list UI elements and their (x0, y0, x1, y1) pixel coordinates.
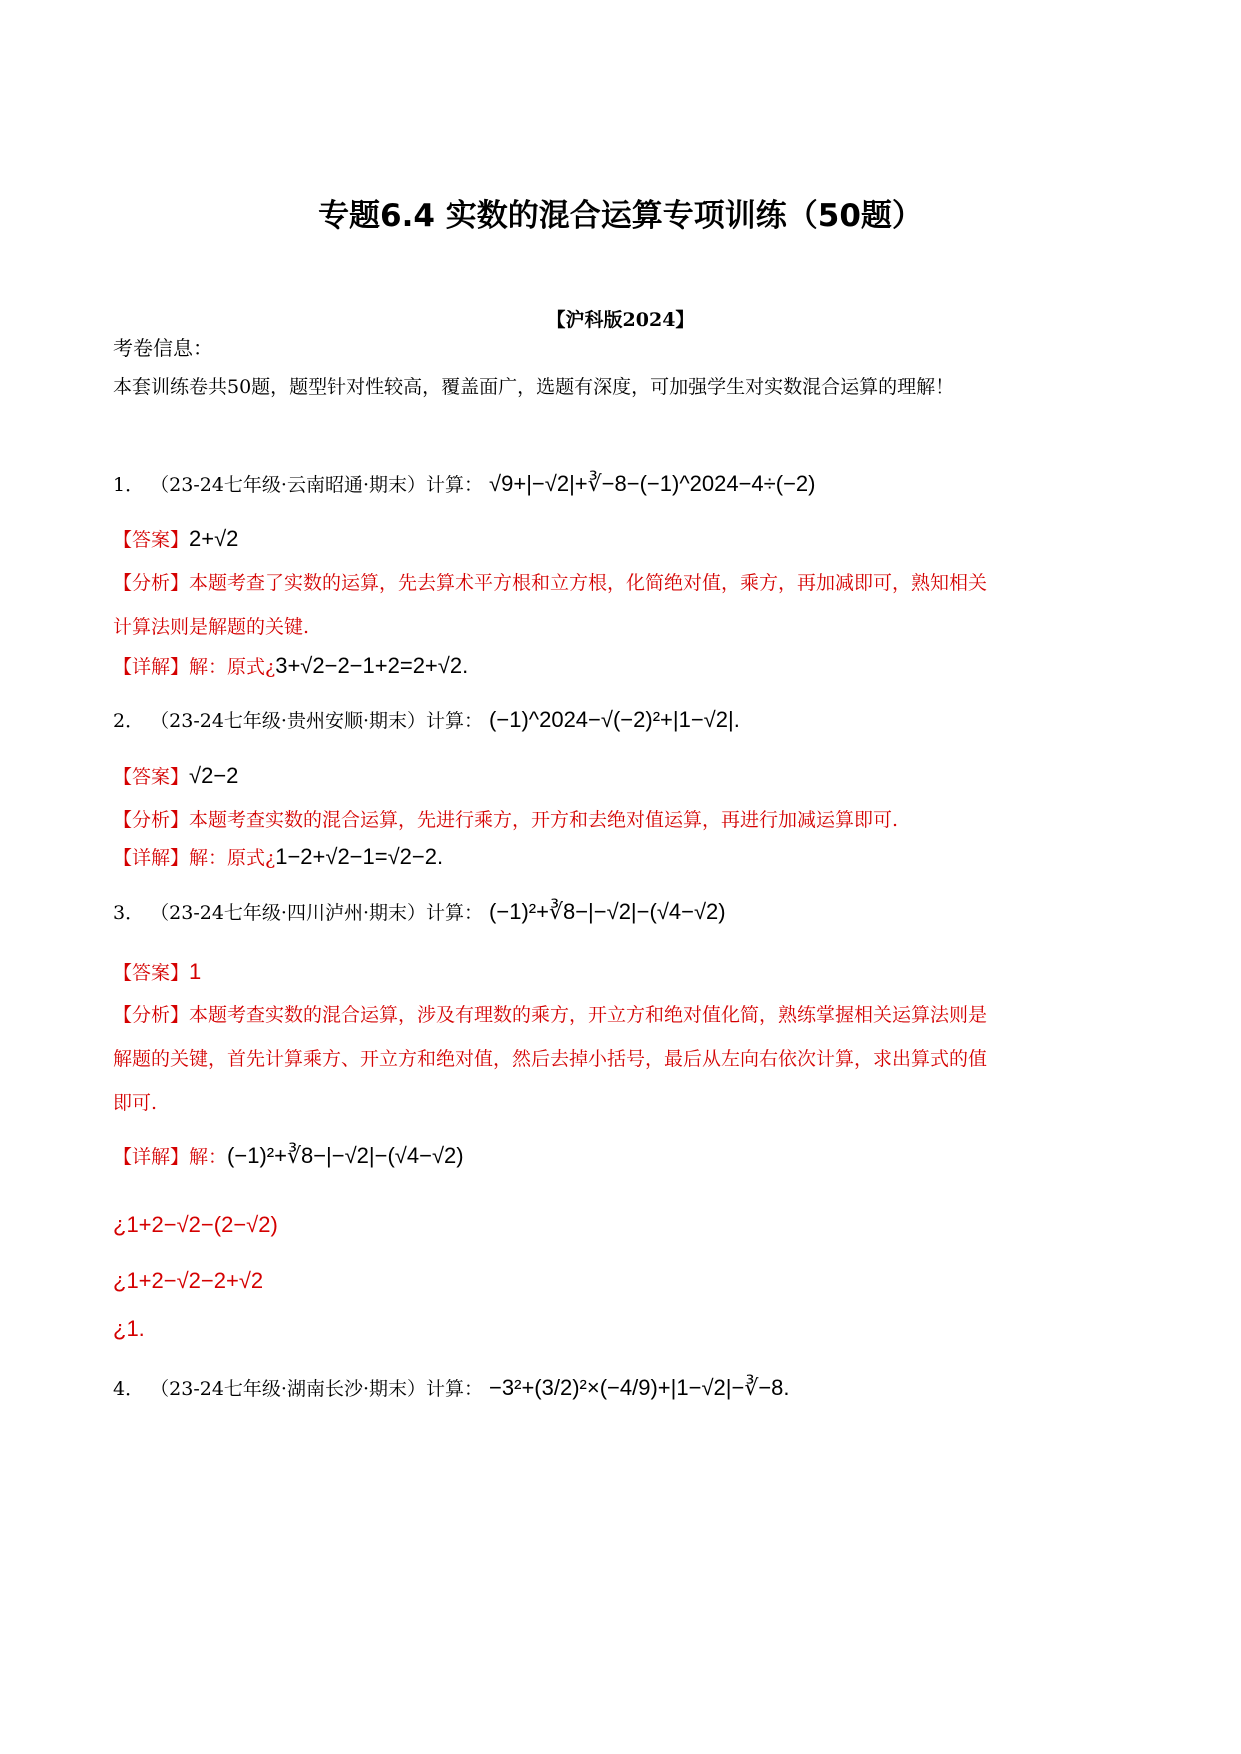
edition-label: 【沪科版2024】 (546, 309, 695, 331)
problem-expression: √9+|−√2|+∛−8−(−1)^2024−4÷(−2) (489, 471, 816, 496)
detail-expression: (−1)²+∛8−|−√2|−(√4−√2) (227, 1143, 464, 1168)
detail-prefix: 解： (189, 1146, 228, 1168)
detail-label: 【详解】 (113, 847, 190, 869)
detail-expression: 1−2+√2−1=√2−2. (275, 844, 444, 869)
detail-prefix: 解：原式¿ (189, 656, 276, 678)
problem-1 (113, 470, 815, 497)
analysis-label: 【分析】 (113, 809, 190, 831)
document-title: 专题6.4 实数的混合运算专项训练（50题） (318, 198, 923, 234)
problem-expression: (−1)^2024−√(−2)²+|1−√2|. (489, 707, 740, 732)
answer-2 (113, 762, 238, 789)
detail-label: 【详解】 (113, 1146, 190, 1168)
detail-2 (113, 843, 443, 870)
detail-expression: 3+√2−2−1+2=2+√2. (275, 653, 469, 678)
problem-number: 3． (113, 902, 145, 924)
detail-1 (113, 652, 468, 679)
analysis-3-line3: 即可. (113, 1092, 158, 1114)
answer-value: √2−2 (189, 763, 239, 788)
problem-expression: (−1)²+∛8−|−√2|−(√4−√2) (489, 899, 726, 924)
analysis-text: 本题考查实数的混合运算，先进行乘方，开方和去绝对值运算，再进行加减运算即可. (189, 809, 899, 831)
answer-label: 【答案】 (113, 962, 190, 984)
detail-3-step3: ¿1. (113, 1316, 145, 1341)
analysis-text: 本题考查实数的混合运算，涉及有理数的乘方，开立方和绝对值化简，熟练掌握相关运算法则是 (189, 1004, 988, 1026)
problem-number: 2． (113, 710, 145, 732)
info-label: 考卷信息： (113, 336, 213, 360)
problem-expression: −3²+(3/2)²×(−4/9)+|1−√2|−∛−8. (489, 1375, 790, 1400)
analysis-label: 【分析】 (113, 572, 190, 594)
info-text: 本套训练卷共50题，题型针对性较高，覆盖面广，选题有深度，可加强学生对实数混合运算的理解！ (113, 376, 955, 398)
analysis-3-line2: 解题的关键，首先计算乘方、开立方和绝对值，然后去掉小括号，最后从左向右依次计算，求出算式的值 (113, 1048, 988, 1070)
answer-3 (113, 958, 201, 985)
analysis-1-line2: 计算法则是解题的关键. (113, 616, 310, 638)
detail-3 (113, 1142, 464, 1169)
problem-source: （23-24七年级·湖南长沙·期末）计算： (150, 1378, 483, 1400)
problem-number: 1． (113, 474, 145, 496)
answer-1 (113, 525, 238, 552)
detail-3-step2: ¿1+2−√2−2+√2 (113, 1268, 264, 1293)
problem-source: （23-24七年级·贵州安顺·期末）计算： (150, 710, 483, 732)
analysis-label: 【分析】 (113, 1004, 190, 1026)
problem-4 (113, 1374, 790, 1401)
detail-prefix: 解：原式¿ (189, 847, 276, 869)
problem-source: （23-24七年级·云南昭通·期末）计算： (150, 474, 483, 496)
answer-label: 【答案】 (113, 529, 190, 551)
problem-3 (113, 898, 726, 925)
answer-value: 2+√2 (189, 526, 239, 551)
answer-value: 1 (189, 959, 202, 984)
analysis-3-line1 (113, 1000, 987, 1027)
analysis-2-line1 (113, 805, 898, 832)
problem-source: （23-24七年级·四川泸州·期末）计算： (150, 902, 483, 924)
answer-label: 【答案】 (113, 766, 190, 788)
analysis-1-line1 (113, 568, 987, 595)
analysis-text: 本题考查了实数的运算，先去算术平方根和立方根，化简绝对值，乘方，再加减即可，熟知相关 (189, 572, 988, 594)
problem-2 (113, 706, 740, 733)
detail-label: 【详解】 (113, 656, 190, 678)
problem-number: 4． (113, 1378, 145, 1400)
detail-3-step1: ¿1+2−√2−(2−√2) (113, 1212, 278, 1237)
